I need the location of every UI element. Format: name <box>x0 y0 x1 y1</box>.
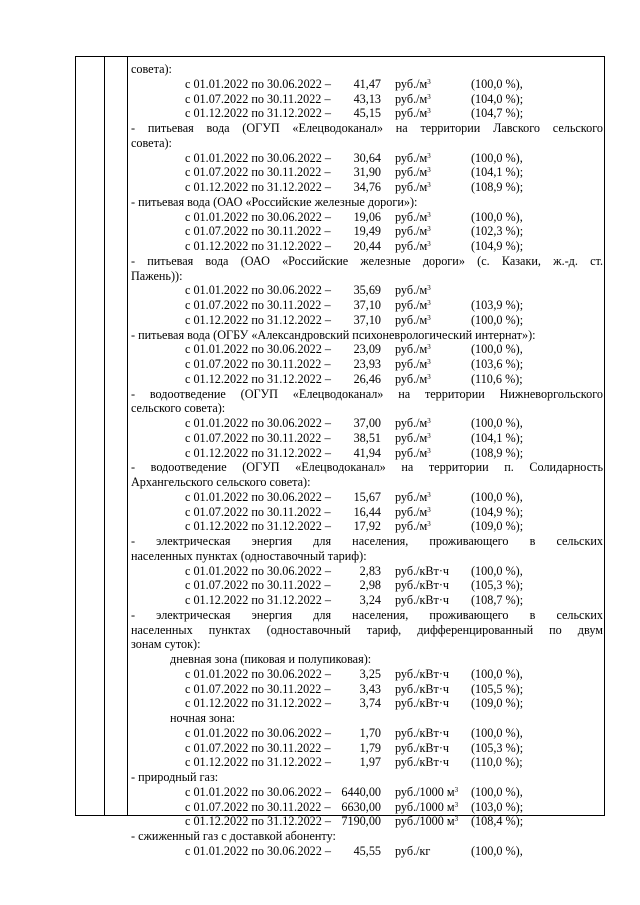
tariff-value: 23,09 <box>353 342 381 357</box>
tariff-value: 3,24 <box>359 593 381 607</box>
tariff-percent: (100,0 %), <box>471 725 523 740</box>
tariff-percent: (104,9 %); <box>471 504 524 519</box>
tariff-unit <box>395 165 431 180</box>
tariff-period: с 01.12.2022 по 31.12.2022 – <box>185 696 331 711</box>
tariff-unit-text: руб./м <box>395 504 428 519</box>
tariff-unit-exponent: 3 <box>427 284 431 293</box>
tariff-unit-exponent: 3 <box>427 372 431 381</box>
tariff-unit-text: руб./кВт·ч <box>395 578 450 593</box>
tariff-percent: (109,0 %); <box>471 696 524 711</box>
tariff-period: с 01.01.2022 по 30.06.2022 – <box>185 76 331 91</box>
tariff-row <box>131 593 603 608</box>
section-heading: - питьевая вода (ОГУП «Елецводоканал» на территории Лавского сельского <box>131 121 603 135</box>
tariff-row <box>131 372 603 387</box>
tariff-row <box>131 490 603 505</box>
text-line: совета): <box>131 62 172 76</box>
tariff-value: 38,51 <box>353 430 381 445</box>
tariff-value: 6440,00 <box>341 784 381 799</box>
tariff-unit <box>395 357 431 372</box>
tariff-unit-text: руб./м <box>395 91 428 106</box>
tariff-period: с 01.01.2022 по 30.06.2022 – <box>185 666 331 681</box>
tariff-value: 43,13 <box>353 91 381 106</box>
tariff-period: с 01.07.2022 по 30.11.2022 – <box>185 504 331 519</box>
tariff-unit-text: руб./кВт·ч <box>395 755 450 770</box>
tariff-unit <box>395 726 449 741</box>
tariff-unit-text: руб./м <box>395 150 428 165</box>
tariff-unit <box>395 741 449 756</box>
tariff-unit <box>395 593 449 608</box>
tariff-value: 3,25 <box>359 666 381 681</box>
tariff-value: 41,47 <box>353 76 381 91</box>
tariff-value: 6630,00 <box>341 799 381 814</box>
tariff-value: 34,76 <box>353 180 381 194</box>
tariff-period: с 01.01.2022 по 30.06.2022 – <box>185 209 331 224</box>
tariff-unit-text: руб./м <box>395 342 428 357</box>
tariff-row <box>131 741 603 756</box>
tariff-value: 20,44 <box>353 239 381 253</box>
tariff-unit-text: руб./кВт·ч <box>395 740 450 755</box>
tariff-value: 45,15 <box>353 106 381 121</box>
tariff-percent: (100,0 %), <box>471 489 523 504</box>
tariff-row <box>131 431 603 446</box>
tariff-unit-text: руб./кВт·ч <box>395 696 450 711</box>
tariff-period: с 01.12.2022 по 31.12.2022 – <box>185 106 331 121</box>
tariff-row <box>131 682 603 697</box>
tariff-row <box>131 313 603 328</box>
tariff-value: 26,46 <box>353 371 381 386</box>
tariff-percent: (103,0 %); <box>471 799 524 814</box>
tariff-period: с 01.07.2022 по 30.11.2022 – <box>185 799 331 814</box>
tariff-percent: (105,5 %); <box>471 681 524 696</box>
tariff-unit <box>395 667 449 682</box>
tariff-value: 19,06 <box>353 209 381 224</box>
tariff-percent: (100,0 %); <box>471 312 524 327</box>
text-line: - питьевая вода (ОГБУ «Александровский психоневрологический интернат»): <box>131 327 536 342</box>
tariff-unit <box>395 696 449 711</box>
tariff-unit-exponent: 3 <box>427 490 431 499</box>
tariff-percent: (105,3 %); <box>471 578 524 593</box>
tariff-value: 1,97 <box>359 755 381 770</box>
tariff-unit-text: руб./м <box>395 430 428 445</box>
tariff-unit <box>395 505 431 520</box>
tariff-unit-text: руб./м <box>395 298 428 312</box>
tariff-row <box>131 416 603 431</box>
tariff-unit <box>395 490 431 505</box>
tariff-unit-exponent: 3 <box>454 800 459 809</box>
zone-label: ночная зона: <box>170 711 236 725</box>
tariff-period: с 01.01.2022 по 30.06.2022 – <box>185 784 331 799</box>
tariff-unit-exponent: 3 <box>427 92 431 101</box>
tariff-unit-exponent: 3 <box>454 815 459 824</box>
tariff-percent: (108,7 %); <box>471 593 524 607</box>
tariff-unit-text: руб./кВт·ч <box>395 593 450 607</box>
tariff-period: с 01.01.2022 по 30.06.2022 – <box>185 342 331 357</box>
tariff-value: 2,83 <box>359 563 381 578</box>
tariff-period: с 01.12.2022 по 31.12.2022 – <box>185 371 331 386</box>
tariff-unit <box>395 785 458 800</box>
tariff-unit <box>395 239 431 254</box>
tariff-list <box>131 62 603 859</box>
section-heading: - питьевая вода (ОАО «Российские железные дороги» (с. Казаки, ж.-д. ст. <box>131 253 603 268</box>
tariff-row <box>131 785 603 800</box>
tariff-value: 45,55 <box>353 843 381 858</box>
tariff-row <box>131 755 603 770</box>
tariff-period: с 01.07.2022 по 30.11.2022 – <box>185 681 331 696</box>
tariff-period: с 01.12.2022 по 31.12.2022 – <box>185 180 331 194</box>
tariff-unit <box>395 151 431 166</box>
tariff-unit-text: руб./м <box>395 312 428 327</box>
tariff-row <box>131 814 603 829</box>
tariff-row <box>131 283 603 298</box>
tariff-value: 23,93 <box>353 357 381 371</box>
tariff-unit-text: руб./м <box>395 357 428 371</box>
tariff-period: с 01.07.2022 по 30.11.2022 – <box>185 578 331 593</box>
tariff-unit <box>395 844 430 859</box>
tariff-percent: (108,9 %); <box>471 180 524 194</box>
tariff-unit <box>395 519 431 534</box>
tariff-period: с 01.12.2022 по 31.12.2022 – <box>185 519 331 534</box>
tariff-percent: (100,0 %), <box>471 150 523 165</box>
tariff-unit-text: руб./1000 м <box>395 799 455 814</box>
tariff-row <box>131 519 603 534</box>
tariff-percent: (104,9 %); <box>471 239 524 253</box>
tariff-percent: (108,4 %); <box>471 814 524 829</box>
tariff-row <box>131 667 603 682</box>
text-line: сельского совета): <box>131 401 226 416</box>
tariff-unit-exponent: 3 <box>427 210 431 219</box>
section-heading: населенных пунктах (одноставочный тариф, дифференцированный по двум <box>131 622 603 637</box>
tariff-unit-text: руб./м <box>395 106 428 121</box>
tariff-unit <box>395 578 449 593</box>
tariff-value: 15,67 <box>353 489 381 504</box>
tariff-value: 3,74 <box>359 696 381 711</box>
tariff-percent: (103,9 %); <box>471 298 524 312</box>
tariff-unit-text: руб./м <box>395 371 428 386</box>
tariff-unit-exponent: 3 <box>427 505 431 514</box>
tariff-period: с 01.07.2022 по 30.11.2022 – <box>185 91 331 106</box>
tariff-unit-text: руб./1000 м <box>395 784 455 799</box>
tariff-unit-text: руб./м <box>395 224 428 239</box>
tariff-percent: (100,0 %), <box>471 76 523 91</box>
tariff-value: 37,10 <box>353 312 381 327</box>
section-heading: - электрическая энергия для населения, проживающего в сельских <box>131 607 603 622</box>
tariff-unit-exponent: 3 <box>427 417 431 425</box>
tariff-period: с 01.12.2022 по 31.12.2022 – <box>185 445 331 460</box>
tariff-value: 30,64 <box>353 150 381 165</box>
tariff-row <box>131 564 603 579</box>
text-line: населенных пунктах (одноставочный тариф): <box>131 548 367 563</box>
tariff-value: 17,92 <box>353 519 381 534</box>
tariff-unit <box>395 313 431 328</box>
tariff-row <box>131 92 603 107</box>
tariff-period: с 01.12.2022 по 31.12.2022 – <box>185 312 331 327</box>
column-divider <box>127 57 128 815</box>
tariff-unit-text: руб./м <box>395 239 428 253</box>
tariff-percent: (110,0 %); <box>471 755 523 770</box>
tariff-unit-exponent: 3 <box>427 343 431 352</box>
tariff-row <box>131 151 603 166</box>
tariff-value: 16,44 <box>353 504 381 519</box>
section-heading: - водоотведение (ОГУП «Елецводоканал» на территории п. Солидарность <box>131 460 603 475</box>
tariff-unit <box>395 210 431 225</box>
tariff-unit <box>395 800 458 815</box>
tariff-percent: (100,0 %), <box>471 563 523 578</box>
tariff-row <box>131 298 603 313</box>
tariff-unit-text: руб./м <box>395 519 428 534</box>
tariff-unit-exponent: 3 <box>427 446 431 455</box>
tariff-row <box>131 210 603 225</box>
tariff-period: с 01.01.2022 по 30.06.2022 – <box>185 150 331 165</box>
tariff-value: 41,94 <box>353 445 381 460</box>
text-line: Архангельского сельского совета): <box>131 475 311 489</box>
text-line: совета): <box>131 135 172 150</box>
tariff-row <box>131 446 603 461</box>
tariff-percent: (108,9 %); <box>471 445 524 460</box>
tariff-period: с 01.07.2022 по 30.11.2022 – <box>185 430 331 445</box>
tariff-period: с 01.01.2022 по 30.06.2022 – <box>185 725 331 740</box>
tariff-value: 1,79 <box>359 740 381 755</box>
tariff-unit-exponent: 3 <box>427 313 431 322</box>
tariff-unit-exponent: 3 <box>427 358 431 366</box>
tariff-value: 19,49 <box>353 224 381 239</box>
tariff-value: 7190,00 <box>341 814 381 829</box>
tariff-period: с 01.12.2022 по 31.12.2022 – <box>185 814 331 829</box>
tariff-period: с 01.07.2022 по 30.11.2022 – <box>185 357 331 371</box>
tariff-row <box>131 578 603 593</box>
tariff-unit <box>395 283 431 298</box>
tariff-percent: (100,0 %), <box>471 342 523 357</box>
tariff-period: с 01.01.2022 по 30.06.2022 – <box>185 283 331 298</box>
tariff-percent: (100,0 %), <box>471 784 523 799</box>
tariff-unit-exponent: 3 <box>427 520 431 529</box>
tariff-unit <box>395 372 431 387</box>
tariff-period: с 01.07.2022 по 30.11.2022 – <box>185 165 331 180</box>
tariff-period: с 01.01.2022 по 30.06.2022 – <box>185 563 331 578</box>
tariff-percent: (104,7 %); <box>471 106 524 121</box>
tariff-unit-text: руб./кВт·ч <box>395 563 450 578</box>
tariff-unit-text: руб./кВт·ч <box>395 725 450 740</box>
tariff-period: с 01.07.2022 по 30.11.2022 – <box>185 298 331 312</box>
tariff-percent: (100,0 %), <box>471 209 523 224</box>
tariff-unit-exponent: 3 <box>427 77 431 86</box>
tariff-row <box>131 77 603 92</box>
tariff-percent: (102,3 %); <box>471 224 524 239</box>
tariff-unit-exponent: 3 <box>427 181 431 189</box>
tariff-row <box>131 696 603 711</box>
tariff-period: с 01.12.2022 по 31.12.2022 – <box>185 593 331 607</box>
tariff-unit-exponent: 3 <box>427 225 431 234</box>
tariff-unit-text: руб./м <box>395 209 428 224</box>
tariff-unit <box>395 106 431 121</box>
tariff-period: с 01.12.2022 по 31.12.2022 – <box>185 239 331 253</box>
tariff-period: с 01.01.2022 по 30.06.2022 – <box>185 843 331 858</box>
tariff-value: 35,69 <box>353 283 381 298</box>
tariff-row <box>131 165 603 180</box>
tariff-period: с 01.01.2022 по 30.06.2022 – <box>185 489 331 504</box>
tariff-unit <box>395 180 431 195</box>
tariff-unit <box>395 431 431 446</box>
tariff-percent: (104,1 %); <box>471 430 524 445</box>
tariff-value: 37,10 <box>353 298 381 312</box>
tariff-row <box>131 342 603 357</box>
tariff-value: 3,43 <box>359 681 381 696</box>
tariff-percent: (104,1 %); <box>471 165 524 180</box>
tariff-unit-text: руб./м <box>395 416 428 430</box>
tariff-unit <box>395 682 449 697</box>
tariff-unit <box>395 755 449 770</box>
tariff-unit <box>395 77 431 92</box>
tariff-unit-exponent: 3 <box>454 785 459 794</box>
tariff-row <box>131 239 603 254</box>
tariff-unit-text: руб./м <box>395 445 428 460</box>
tariff-percent: (100,0 %), <box>471 416 523 430</box>
text-line: Пажень)): <box>131 268 183 283</box>
tariff-unit <box>395 92 431 107</box>
tariff-unit-exponent: 3 <box>427 299 431 307</box>
tariff-value: 2,98 <box>359 578 381 593</box>
tariff-unit <box>395 298 431 313</box>
tariff-unit-exponent: 3 <box>427 166 431 175</box>
tariff-unit-exponent: 3 <box>427 431 431 440</box>
tariff-percent: (100,0 %), <box>471 843 523 858</box>
text-line: - сжиженный газ с доставкой абоненту: <box>131 829 336 843</box>
tariff-unit-text: руб./кВт·ч <box>395 666 450 681</box>
tariff-unit-exponent: 3 <box>427 240 431 248</box>
tariff-unit-text: руб./кВт·ч <box>395 681 450 696</box>
tariff-unit <box>395 224 431 239</box>
tariff-unit-text: руб./м <box>395 283 428 298</box>
tariff-unit-text: руб./м <box>395 180 428 194</box>
tariff-value: 31,90 <box>353 165 381 180</box>
tariff-value: 1,70 <box>359 725 381 740</box>
tariff-unit <box>395 564 449 579</box>
tariff-unit-text: руб./м <box>395 489 428 504</box>
tariff-unit <box>395 416 431 431</box>
text-line: - природный газ: <box>131 770 219 784</box>
tariff-unit <box>395 446 431 461</box>
tariff-period: с 01.07.2022 по 30.11.2022 – <box>185 740 331 755</box>
tariff-row <box>131 726 603 741</box>
tariff-row <box>131 106 603 121</box>
tariff-percent: (103,6 %); <box>471 357 524 371</box>
tariff-unit-exponent: 3 <box>427 107 431 116</box>
tariff-row <box>131 505 603 520</box>
tariff-unit <box>395 342 431 357</box>
tariff-row <box>131 800 603 815</box>
zone-label: дневная зона (пиковая и полупиковая): <box>170 652 372 666</box>
tariff-unit-text: руб./м <box>395 165 428 180</box>
tariff-period: с 01.07.2022 по 30.11.2022 – <box>185 224 331 239</box>
tariff-percent: (104,0 %); <box>471 91 524 106</box>
tariff-percent: (100,0 %), <box>471 666 523 681</box>
tariff-percent: (105,3 %); <box>471 740 524 755</box>
text-line: зонам суток): <box>131 637 201 652</box>
tariff-period: с 01.12.2022 по 31.12.2022 – <box>185 755 331 770</box>
tariff-period: с 01.01.2022 по 30.06.2022 – <box>185 416 331 430</box>
tariff-percent: (109,0 %); <box>471 519 524 534</box>
column-divider <box>104 57 105 815</box>
tariff-row <box>131 180 603 195</box>
tariff-unit-text: руб./кг <box>395 843 431 858</box>
tariff-unit-text: руб./м <box>395 76 428 91</box>
tariff-percent: (110,6 %); <box>471 371 523 386</box>
tariff-unit-text: руб./1000 м <box>395 814 455 829</box>
tariff-row <box>131 224 603 239</box>
tariff-row <box>131 357 603 372</box>
tariff-row <box>131 844 603 859</box>
section-heading: - электрическая энергия для населения, проживающего в сельских <box>131 534 603 548</box>
text-line: - питьевая вода (ОАО «Российские железные дороги»): <box>131 194 418 209</box>
tariff-unit <box>395 814 458 829</box>
tariff-value: 37,00 <box>353 416 381 430</box>
tariff-unit-exponent: 3 <box>427 151 431 160</box>
section-heading: - водоотведение (ОГУП «Елецводоканал» на территории Нижневоргольского <box>131 386 603 401</box>
